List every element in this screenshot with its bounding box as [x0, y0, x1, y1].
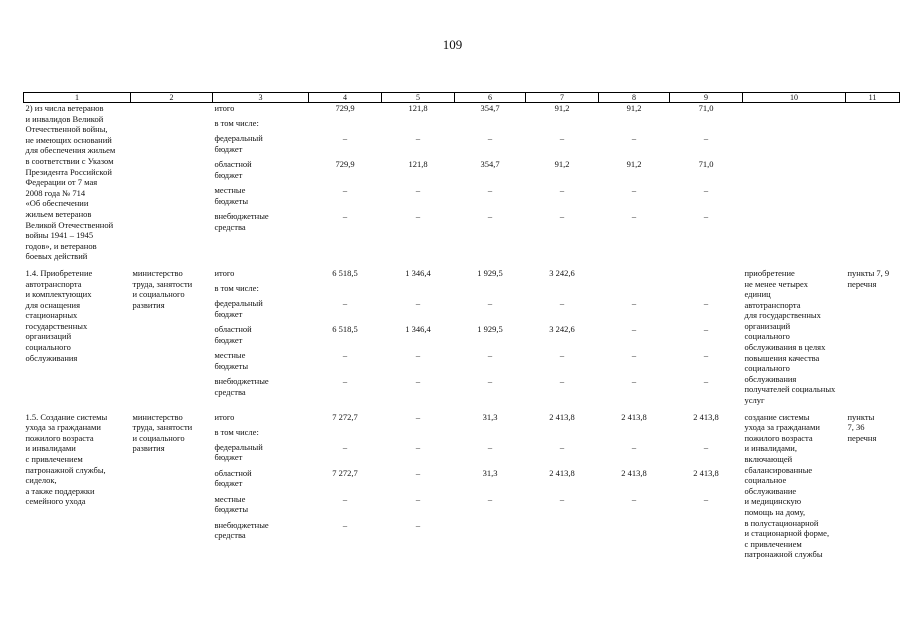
expected-result-cell-line: обслуживания — [744, 373, 797, 384]
measure-name-cell-line: Президента Российской — [25, 166, 112, 177]
measure-name-cell-line: пожилого возраста — [25, 432, 94, 443]
value: – — [415, 411, 421, 422]
measure-name-cell-line: для обеспечения жильем — [25, 145, 116, 156]
value-cell — [382, 103, 455, 262]
funding-source-line: местные — [214, 185, 246, 195]
measure-name-cell-line: а также поддержки — [25, 485, 95, 496]
measure-name-cell-line: войны 1941 – 1945 — [25, 230, 94, 241]
funding-source-line: местные — [214, 349, 246, 360]
executor-cell-line: министерство — [132, 411, 183, 422]
value: 354,7 — [480, 103, 500, 113]
value: 2 413,8 — [693, 467, 719, 478]
funding-source-line: средства — [214, 530, 246, 541]
measure-name-cell-line: и инвалидами — [25, 443, 76, 454]
funding-source — [215, 118, 307, 133]
value-cell — [455, 412, 526, 560]
value — [528, 427, 597, 442]
value — [672, 118, 741, 133]
value-cell — [526, 103, 599, 262]
funding-source — [215, 283, 307, 298]
executor-cell-line: и социального — [132, 289, 185, 300]
value: 1 346,4 — [405, 323, 431, 334]
value: – — [415, 467, 421, 478]
funding-source-line: федеральный — [214, 297, 263, 308]
expected-result-cell-line: и медицинскую — [744, 496, 802, 507]
expected-result-cell-line: социального — [744, 363, 790, 374]
value — [457, 427, 524, 442]
value: – — [559, 133, 565, 143]
value — [311, 427, 380, 442]
value: 729,9 — [335, 159, 355, 169]
funding-source-line: внебюджетные — [214, 211, 269, 221]
expected-result-cell-line: повышения качества — [744, 352, 820, 363]
value: – — [415, 133, 421, 143]
value: 71,0 — [698, 103, 714, 113]
column-number-row — [24, 93, 900, 103]
reference-cell-line: перечня — [847, 278, 877, 289]
funding-source — [215, 268, 307, 283]
measure-name-cell-line: Отечественной войны, — [25, 124, 108, 135]
value: 6 518,5 — [332, 267, 358, 278]
value — [672, 268, 741, 283]
value: – — [631, 211, 637, 221]
funding-source-line: средства — [214, 386, 246, 397]
value: 2 413,8 — [549, 467, 575, 478]
value: 3 242,6 — [549, 267, 575, 278]
value: 121,8 — [408, 103, 428, 113]
value: 3 242,6 — [549, 323, 575, 334]
value: – — [415, 185, 421, 195]
value: – — [631, 493, 637, 504]
value: – — [342, 211, 348, 221]
value: – — [342, 375, 348, 386]
funding-source-line: в том числе: — [214, 282, 259, 293]
measure-name-cell-line: стационарных — [25, 310, 78, 321]
funding-source-line: итого — [214, 267, 235, 278]
value — [601, 520, 668, 546]
funding-source-line: внебюджетные — [214, 375, 269, 386]
executor-cell-line: труда, занятости — [132, 278, 193, 289]
value — [672, 427, 741, 442]
value: 91,2 — [554, 103, 570, 113]
executor-cell-line: развития — [132, 443, 165, 454]
expected-result-cell-line: создание системы — [744, 411, 810, 422]
value — [601, 427, 668, 442]
measure-name-cell-line: социального — [25, 342, 71, 353]
value-cell — [670, 103, 743, 262]
measure-name-cell-line: «Об обеспечении — [25, 198, 89, 209]
column-header: 8 — [599, 93, 670, 103]
value: – — [487, 297, 493, 308]
reference-cell — [846, 103, 900, 262]
value: – — [631, 375, 637, 386]
column-header: 3 — [213, 93, 309, 103]
executor-cell-line: министерство — [132, 267, 183, 278]
reference-cell-line: перечня — [847, 432, 877, 443]
column-header: 5 — [382, 93, 455, 103]
funding-source — [215, 350, 307, 376]
expected-result-cell-line: для государственных — [744, 310, 821, 321]
value: 91,2 — [626, 159, 642, 169]
value: – — [342, 493, 348, 504]
value: 121,8 — [408, 159, 428, 169]
measure-name-cell — [24, 268, 131, 406]
value: – — [631, 133, 637, 143]
reference-cell-line: пункты 7, 9 — [847, 267, 890, 278]
value: – — [559, 349, 565, 360]
value: – — [415, 211, 421, 221]
value: – — [703, 349, 709, 360]
funding-source — [215, 324, 307, 350]
column-header: 7 — [526, 93, 599, 103]
value-cell — [670, 268, 743, 406]
funding-source-line: бюджет — [214, 308, 243, 319]
value: – — [631, 349, 637, 360]
funding-source-line: в том числе: — [214, 118, 259, 128]
value: – — [559, 185, 565, 195]
expected-result-cell-line: и стационарной форме, — [744, 528, 830, 539]
value: 91,2 — [554, 159, 570, 169]
funding-source-line: внебюджетные — [214, 519, 269, 530]
value: – — [342, 441, 348, 452]
value: – — [342, 297, 348, 308]
value-cell — [455, 268, 526, 406]
expected-result-cell-line: в полустационарной — [744, 517, 819, 528]
column-header: 6 — [455, 93, 526, 103]
measure-name-cell-line: Федерации от 7 мая — [25, 177, 98, 188]
funding-source-line: бюджет — [214, 478, 243, 489]
funding-source — [215, 133, 307, 159]
value: 1 929,5 — [477, 267, 503, 278]
funding-source — [215, 468, 307, 494]
column-header: 2 — [131, 93, 213, 103]
value — [601, 283, 668, 298]
value: – — [631, 441, 637, 452]
executor-cell — [131, 268, 213, 406]
value: – — [703, 297, 709, 308]
value: 31,3 — [482, 467, 498, 478]
expected-result-cell-line: патронажной службы — [744, 549, 823, 560]
expected-result-cell-line: социального — [744, 331, 790, 342]
value: – — [342, 349, 348, 360]
funding-source — [215, 103, 307, 118]
value: – — [487, 211, 493, 221]
value — [601, 118, 668, 133]
expected-result-cell-line: приобретение — [744, 267, 795, 278]
value: – — [487, 133, 493, 143]
funding-source-line: областной — [214, 467, 252, 478]
measure-name-cell-line: патронажной службы, — [25, 464, 106, 475]
measure-name-cell-line: и комплектующих — [25, 289, 92, 300]
measure-name-cell — [24, 412, 131, 560]
funding-source-line: в том числе: — [214, 426, 259, 437]
value — [528, 283, 597, 298]
reference-cell-line: 7, 36 — [847, 422, 865, 433]
funding-source — [215, 494, 307, 520]
value: – — [415, 519, 421, 530]
executor-cell — [131, 103, 213, 262]
expected-result-cell — [743, 103, 846, 262]
value: 7 272,7 — [332, 467, 358, 478]
measure-name-cell-line: 2) из числа ветеранов — [25, 103, 104, 113]
expected-result-cell-line: единиц — [744, 289, 771, 300]
value: – — [703, 441, 709, 452]
value — [384, 427, 453, 442]
funding-source — [215, 442, 307, 468]
value: – — [415, 297, 421, 308]
value: – — [703, 323, 709, 334]
value — [672, 520, 741, 546]
expected-result-cell-line: включающей — [744, 454, 793, 464]
value: – — [487, 185, 493, 195]
measure-name-cell-line: 1.5. Создание системы — [25, 411, 108, 422]
measure-name-cell-line: государственных — [25, 320, 88, 331]
value: – — [415, 375, 421, 386]
value: – — [415, 441, 421, 452]
measure-name-cell-line: семейного ухода — [25, 496, 86, 507]
funding-source — [215, 185, 307, 211]
funding-source-line: местные — [214, 493, 246, 504]
value: 729,9 — [335, 103, 355, 113]
measure-name-cell-line: с привлечением — [25, 454, 83, 464]
value: 2 413,8 — [693, 411, 719, 422]
value: – — [342, 133, 348, 143]
funding-source-line: федеральный — [214, 133, 263, 143]
value-cell — [309, 412, 382, 560]
value — [601, 268, 668, 283]
value: 2 413,8 — [621, 411, 647, 422]
value: – — [703, 211, 709, 221]
funding-source-line: областной — [214, 323, 252, 334]
funding-source-cell — [213, 268, 309, 406]
value: 1 929,5 — [477, 323, 503, 334]
reference-cell-line: пункты — [847, 411, 875, 422]
expected-result-cell-line: помощь на дому, — [744, 506, 806, 517]
value: – — [703, 493, 709, 504]
value — [528, 118, 597, 133]
value-cell — [599, 103, 670, 262]
value — [457, 520, 524, 546]
value: 354,7 — [480, 159, 500, 169]
measure-name-cell-line: организаций — [25, 331, 72, 342]
measure-name-cell-line: для оснащения — [25, 299, 80, 310]
reference-cell — [846, 412, 900, 560]
value: – — [703, 185, 709, 195]
measure-name-cell-line: и инвалидов Великой — [25, 113, 104, 124]
value: – — [559, 211, 565, 221]
value: 31,3 — [482, 411, 498, 422]
funding-source — [215, 159, 307, 185]
funding-source-line: итого — [214, 103, 235, 113]
value — [384, 283, 453, 298]
value: 71,0 — [698, 159, 714, 169]
value-cell — [309, 103, 382, 262]
measure-name-cell-line: сиделок, — [25, 475, 57, 486]
expected-result-cell-line: организаций — [744, 320, 791, 331]
table-row — [24, 268, 900, 406]
column-header: 11 — [846, 93, 900, 103]
funding-source-line: бюджет — [214, 143, 243, 154]
measure-name-cell-line: жильем ветеранов — [25, 208, 92, 219]
column-header: 1 — [24, 93, 131, 103]
value: 1 346,4 — [405, 267, 431, 278]
value-cell — [382, 268, 455, 406]
value: – — [487, 375, 493, 386]
value — [672, 283, 741, 298]
value-cell — [309, 268, 382, 406]
value: – — [703, 375, 709, 386]
value: – — [631, 297, 637, 308]
value: – — [487, 349, 493, 360]
value: – — [487, 441, 493, 452]
funding-source-line: бюджет — [214, 334, 243, 345]
value: 91,2 — [626, 103, 642, 113]
funding-source — [215, 211, 307, 237]
value: 6 518,5 — [332, 323, 358, 334]
funding-source-line: областной — [214, 159, 252, 169]
measure-name-cell-line: Великой Отечественной — [25, 219, 114, 230]
expected-result-cell-line: сбалансированные — [744, 464, 813, 475]
funding-source-line: бюджеты — [214, 504, 249, 515]
funding-source-line: бюджеты — [214, 195, 249, 206]
executor-cell-line: и социального — [132, 432, 185, 443]
measure-name-cell-line: не имеющих оснований — [25, 134, 112, 145]
expected-result-cell-line: пожилого возраста — [744, 432, 813, 443]
expected-result-cell-line: получателей социальных — [744, 384, 836, 395]
funding-source-line: бюджет — [214, 452, 243, 463]
table-row — [24, 103, 900, 262]
measure-name-cell-line: боевых действий — [25, 251, 88, 262]
value — [311, 283, 380, 298]
value: – — [703, 133, 709, 143]
value-cell — [526, 412, 599, 560]
reference-cell — [846, 268, 900, 406]
expected-result-cell-line: услуг — [744, 395, 765, 406]
value: – — [415, 349, 421, 360]
measure-name-cell-line: автотранспорта — [25, 278, 82, 289]
value: – — [342, 519, 348, 530]
column-header: 9 — [670, 93, 743, 103]
column-header: 10 — [743, 93, 846, 103]
funding-source-line: бюджеты — [214, 360, 249, 371]
value: – — [559, 375, 565, 386]
column-header: 4 — [309, 93, 382, 103]
funding-source-line: бюджет — [214, 169, 243, 180]
expected-result-cell-line: обслуживания в целях — [744, 342, 826, 353]
value: 2 413,8 — [621, 467, 647, 478]
page-number: 109 — [442, 37, 463, 52]
measure-name-cell-line: 2008 года № 714 — [25, 187, 86, 198]
funding-source — [215, 298, 307, 324]
funding-source-line: федеральный — [214, 441, 263, 452]
funding-source-line: средства — [214, 221, 246, 232]
value — [457, 283, 524, 298]
value: 2 413,8 — [549, 411, 575, 422]
expected-result-cell-line: автотранспорта — [744, 299, 801, 310]
expected-result-cell-line: обслуживание — [744, 485, 797, 496]
value: 7 272,7 — [332, 411, 358, 422]
value — [311, 118, 380, 133]
value-cell — [670, 412, 743, 560]
executor-cell-line: труда, занятости — [132, 422, 193, 433]
funding-source — [215, 412, 307, 427]
funding-source — [215, 520, 307, 546]
measure-name-cell-line: 1.4. Приобретение — [25, 267, 93, 278]
expected-result-cell-line: и инвалидами, — [744, 443, 797, 454]
funding-source-cell — [213, 412, 309, 560]
value-cell — [455, 103, 526, 262]
program-table — [23, 92, 900, 560]
expected-result-cell-line: с привлечением — [744, 538, 802, 549]
value: – — [559, 297, 565, 308]
value — [528, 520, 597, 546]
measure-name-cell-line: ухода за гражданами — [25, 422, 101, 433]
funding-source-line: итого — [214, 411, 235, 422]
funding-source — [215, 427, 307, 442]
measure-name-cell-line: годов», и ветеранов — [25, 240, 97, 251]
expected-result-cell-line: ухода за гражданами — [744, 422, 820, 433]
measure-name-cell — [24, 103, 131, 262]
value: – — [559, 493, 565, 504]
expected-result-cell — [743, 412, 846, 560]
value: – — [631, 323, 637, 334]
funding-source — [215, 376, 307, 402]
expected-result-cell — [743, 268, 846, 406]
value: – — [342, 185, 348, 195]
value: – — [559, 441, 565, 452]
expected-result-cell-line: не менее четырех — [744, 278, 808, 289]
value — [384, 118, 453, 133]
measure-name-cell-line: в соответствии с Указом — [25, 155, 114, 166]
expected-result-cell-line: социальное — [744, 475, 787, 486]
value — [457, 118, 524, 133]
funding-source-cell — [213, 103, 309, 262]
executor-cell-line: развития — [132, 299, 165, 310]
value-cell — [599, 412, 670, 560]
value-cell — [526, 268, 599, 406]
value: – — [415, 493, 421, 504]
value-cell — [382, 412, 455, 560]
value: – — [631, 185, 637, 195]
executor-cell — [131, 412, 213, 560]
value: – — [487, 493, 493, 504]
table-row — [24, 412, 900, 560]
measure-name-cell-line: обслуживания — [25, 352, 78, 363]
value-cell — [599, 268, 670, 406]
